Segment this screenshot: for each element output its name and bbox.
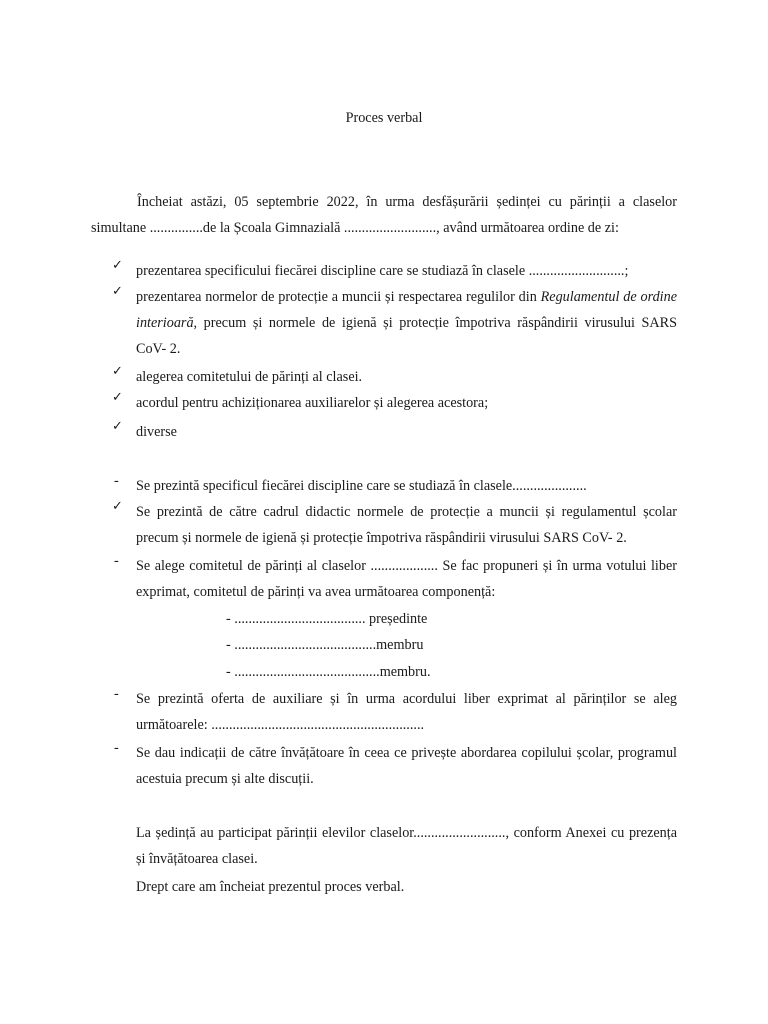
agenda-item-text: diverse bbox=[136, 424, 177, 440]
agenda-item-text: acordul pentru achiziționarea auxiliarelor și alegerea acestora; bbox=[136, 395, 489, 411]
checkmark-icon: ✓ bbox=[112, 258, 123, 273]
proceeding-text: Se prezintă oferta de auxiliare și în urma acordului liber exprimat al părinților se aleg următoarele: ............................................................ bbox=[136, 691, 677, 733]
proceeding-text: Se alege comitetul de părinți al claselor ................... Se fac propuneri și în urma votului liber exprimat, comitetul de părinți va avea următoarea componență: bbox=[136, 558, 677, 600]
agenda-item-text: alegerea comitetului de părinți al clasei. bbox=[136, 369, 363, 385]
proceeding-text: Se prezintă specificul fiecărei discipline care se studiază în clasele..................... bbox=[136, 478, 587, 494]
committee-member-president: - ..................................... președinte bbox=[226, 611, 428, 627]
checkmark-icon: ✓ bbox=[112, 364, 123, 379]
dash-bullet: - bbox=[114, 686, 119, 702]
agenda-item-text: prezentarea normelor de protecție a muncii și respectarea regulilor din Regulamentul de ordine interioară, precum și normele de igienă și protecție împotriva răspândirii virusului SARS CoV- 2. bbox=[136, 289, 677, 357]
checkmark-icon: ✓ bbox=[112, 284, 123, 299]
proceeding-text: Se dau indicații de către învățătoare în ceea ce privește abordarea copilului școlar, programul acestuia precum și alte discuții. bbox=[136, 745, 677, 787]
document-title: Proces verbal bbox=[345, 110, 423, 126]
dash-bullet: - bbox=[114, 473, 119, 489]
dash-bullet: - bbox=[114, 740, 119, 756]
conclusion-paragraph: La ședință au participat părinții elevilor claselor.........................., conform Anexei cu prezența și învățătoarea clasei. bbox=[136, 825, 677, 867]
intro-paragraph: Încheiat astăzi, 05 septembrie 2022, în urma desfășurării ședinței cu părinții a claselor simultane ...............de la Școala Gimnazială .........................., având următoarea ordine de zi: bbox=[91, 194, 677, 236]
agenda-item-text: prezentarea specificului fiecărei discipline care se studiază în clasele ...........................; bbox=[136, 263, 629, 279]
committee-member: - .........................................membru. bbox=[226, 664, 431, 680]
checkmark-icon: ✓ bbox=[112, 499, 123, 514]
dash-bullet: - bbox=[114, 553, 119, 569]
checkmark-icon: ✓ bbox=[112, 390, 123, 405]
proceeding-text: Se prezintă de către cadrul didactic normele de protecție a muncii și regulamentul școlar precum și normele de igienă și protecție împotriva răspândirii virusului SARS CoV- 2. bbox=[136, 504, 677, 546]
closing-statement: Drept care am încheiat prezentul proces verbal. bbox=[136, 879, 405, 895]
checkmark-icon: ✓ bbox=[112, 419, 123, 434]
regulation-title: Regulamentul de ordine interioară bbox=[136, 289, 677, 331]
committee-member: - ........................................membru bbox=[226, 637, 424, 653]
